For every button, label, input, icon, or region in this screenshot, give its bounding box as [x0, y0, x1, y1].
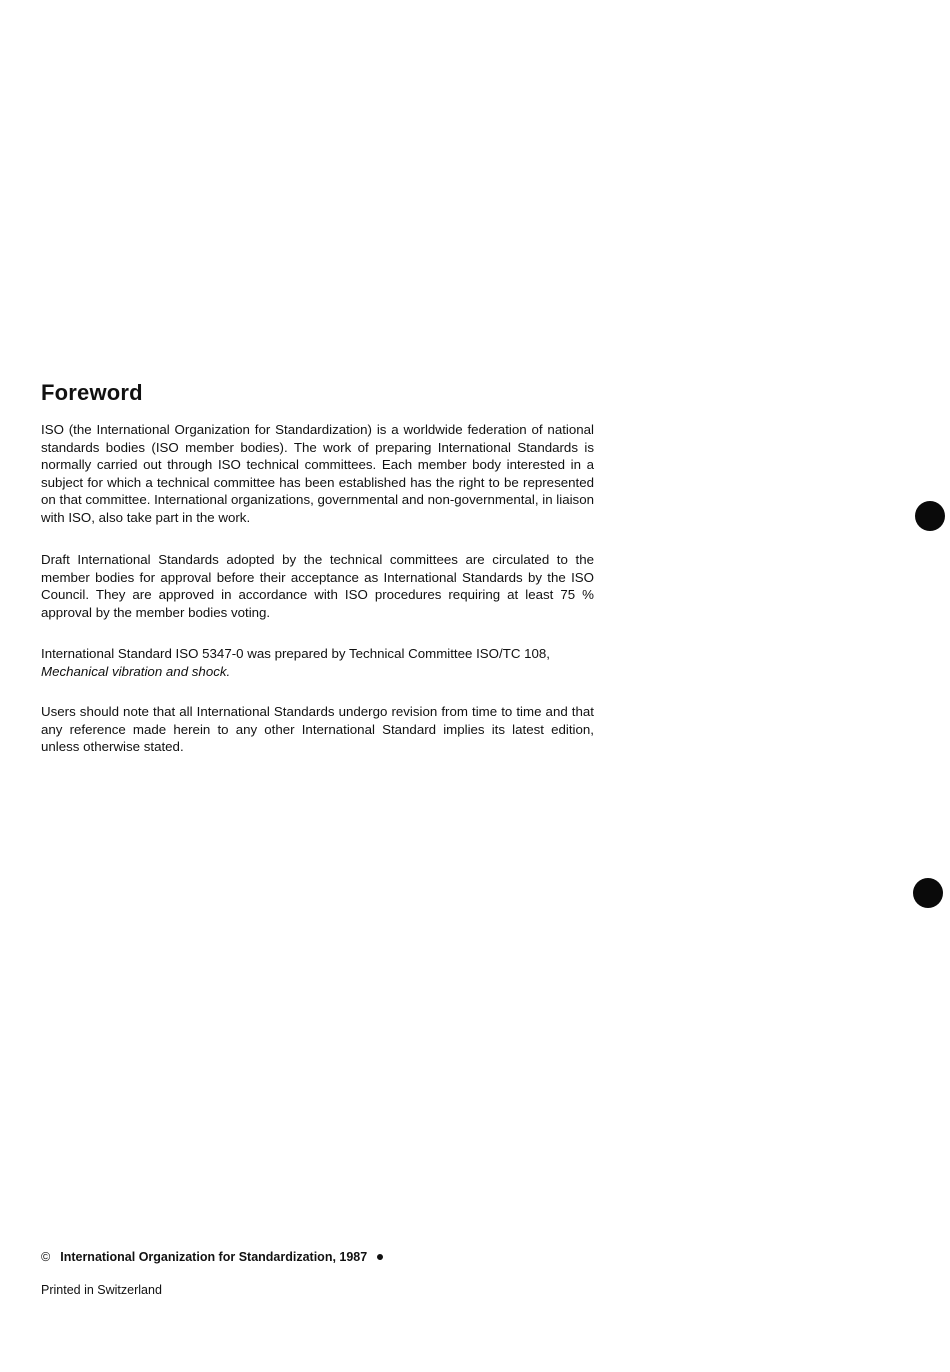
paragraph-prepared-by — [41, 645, 594, 680]
foreword-heading: Foreword — [41, 380, 143, 405]
copyright-line — [41, 1250, 383, 1264]
printed-in-text: Printed in Switzerland — [41, 1283, 162, 1297]
punch-hole-icon — [915, 501, 945, 531]
paragraph-iso-federation: ISO (the International Organization for Standardization) is a worldwide federation of national standards bodies (ISO member bodies). The work of preparing International Standards is normally carried out through ISO technical committees. Each member body interested in a subject for which a technical committee has been established has the right to be represented on that committee. International organizations, governmental and non-governmental, in liaison with ISO, also take part in the work. — [41, 422, 594, 525]
committee-title: Mechanical vibration and shock. — [41, 663, 231, 679]
prepared-by-text: International Standard ISO 5347-0 was prepared by Technical Committee ISO/TC 108, — [41, 646, 551, 661]
copyright-text: International Organization for Standardization, 1987 — [60, 1250, 368, 1264]
paragraph-draft-standards: Draft International Standards adopted by the technical committees are circulated to the member bodies for approval before their acceptance as International Standards by the ISO Council. They are approved in accordance with ISO procedures requiring at least 75 % approval by the member bodies voting. — [41, 552, 594, 620]
copyright-icon: © — [41, 1250, 51, 1264]
punch-hole-icon — [913, 878, 943, 908]
paragraph-revision-note: Users should note that all International Standards undergo revision from time to time and that any reference made herein to any other International Standard implies its latest edition, unless otherwise stated. — [41, 704, 594, 755]
bullet-icon — [377, 1254, 383, 1260]
